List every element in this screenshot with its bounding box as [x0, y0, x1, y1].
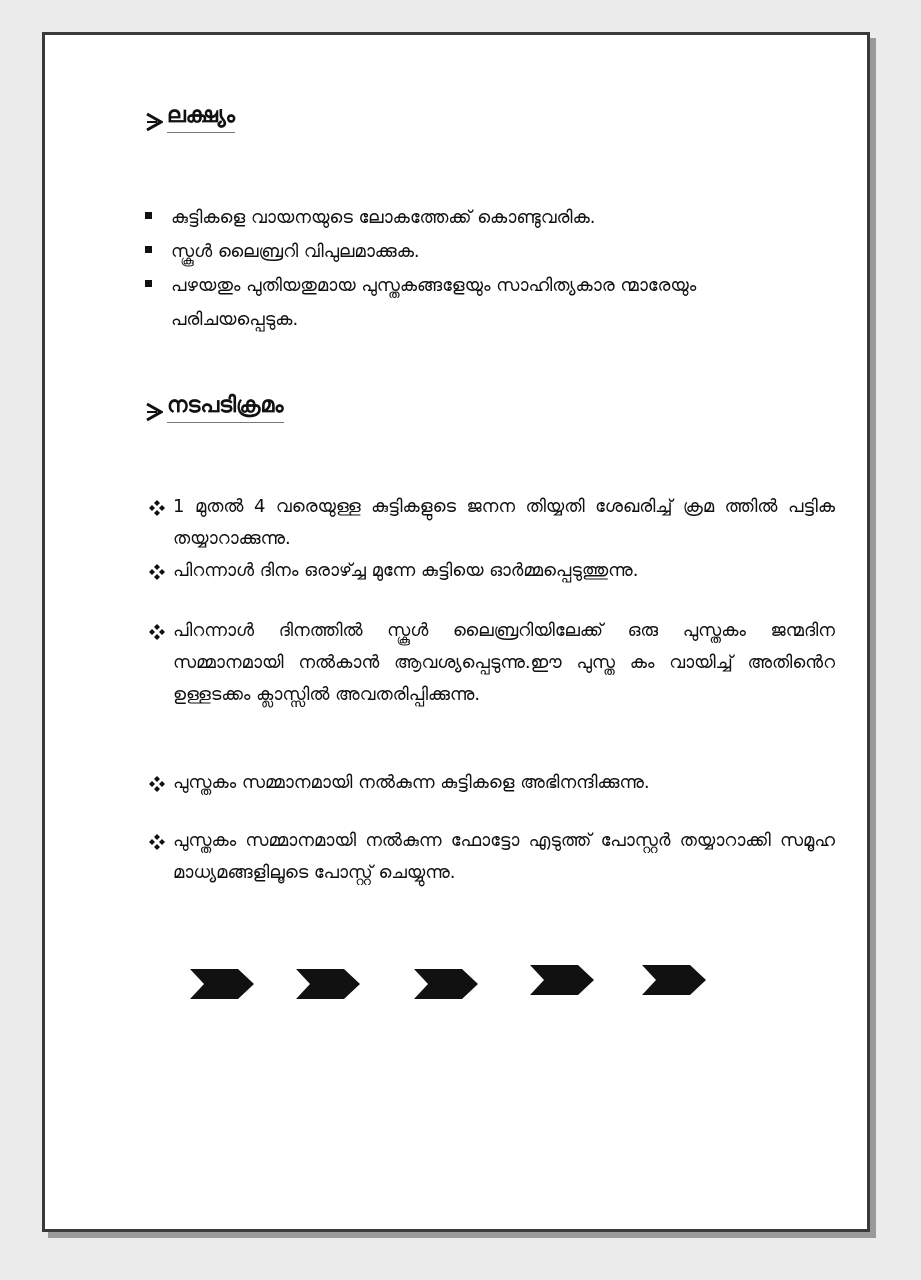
list-item: സ്കൂൾ ലൈബ്രറി വിപുലമാക്കുക. [143, 235, 793, 269]
list-item: പിറന്നാൾ ദിനത്തിൽ സ്കൂൾ ലൈബ്രറിയിലേക്ക് ഒരു പുസ്തകം ജന്മദിന സമ്മാനമായി നൽകാൻ ആവശ്യപ്പെടുന്നു.ഈ പുസ്ത കം വായിച്ച് അതിൻെറ ഉള്ളടക്കം ക്ലാസ്സിൽ അവതരിപ്പിക്കുന്നു. [149, 615, 835, 711]
document-page [42, 32, 870, 1232]
chevron-right-icon [642, 965, 706, 995]
list-item: പുസ്തകം സമ്മാനമായി നൽകുന്ന ഫോട്ടോ എടുത്ത് പോസ്റ്റർ തയ്യാറാക്കി സമൂഹ മാധ്യമങ്ങളിലൂടെ പോസ്റ്റ് ചെയ്യുന്നു. [149, 825, 835, 889]
list-item: പഴയതും പുതിയതുമായ പുസ്തകങ്ങളേയും സാഹിത്യകാര ന്മാരേയും പരിചയപ്പെടുക. [143, 269, 793, 337]
list-item: 1 മുതൽ 4 വരെയുള്ള കുട്ടികളുടെ ജനന തിയ്യതി ശേഖരിച്ച് ക്രമ ത്തിൽ പട്ടിക തയ്യാറാക്കുന്നു. [149, 491, 835, 555]
list-item: പുസ്തകം സമ്മാനമായി നൽകുന്ന കുട്ടികളെ അഭിനന്ദിക്കുന്നു. [149, 767, 835, 799]
chevron-right-icon [530, 965, 594, 995]
procedure-heading-text: നടപടിക്രമം [167, 393, 284, 423]
goals-heading-text: ലക്ഷ്യം [167, 103, 235, 133]
square-bullet-icon [145, 212, 152, 219]
list-item: പിറന്നാൾ ദിനം ഒരാഴ്ച്ച മുന്നേ കുട്ടിയെ ഓർമ്മപ്പെടുത്തുന്നു. [149, 555, 835, 587]
chevron-right-icon [296, 969, 360, 999]
four-diamond-bullet-icon [149, 834, 165, 850]
arrow-right-icon [145, 401, 163, 423]
square-bullet-icon [145, 280, 152, 287]
four-diamond-bullet-icon [149, 624, 165, 640]
arrow-right-icon [145, 111, 163, 133]
procedure-heading [145, 393, 284, 423]
four-diamond-bullet-icon [149, 500, 165, 516]
procedure-list [149, 491, 835, 889]
four-diamond-bullet-icon [149, 776, 165, 792]
four-diamond-bullet-icon [149, 564, 165, 580]
chevron-right-icon [414, 969, 478, 999]
square-bullet-icon [145, 246, 152, 253]
chevron-right-icon [190, 969, 254, 999]
list-item: കുട്ടികളെ വായനയുടെ ലോകത്തേക്ക് കൊണ്ടുവരിക. [143, 201, 793, 235]
goals-list [143, 201, 793, 337]
goals-heading [145, 103, 235, 133]
chevron-divider [190, 965, 730, 1005]
